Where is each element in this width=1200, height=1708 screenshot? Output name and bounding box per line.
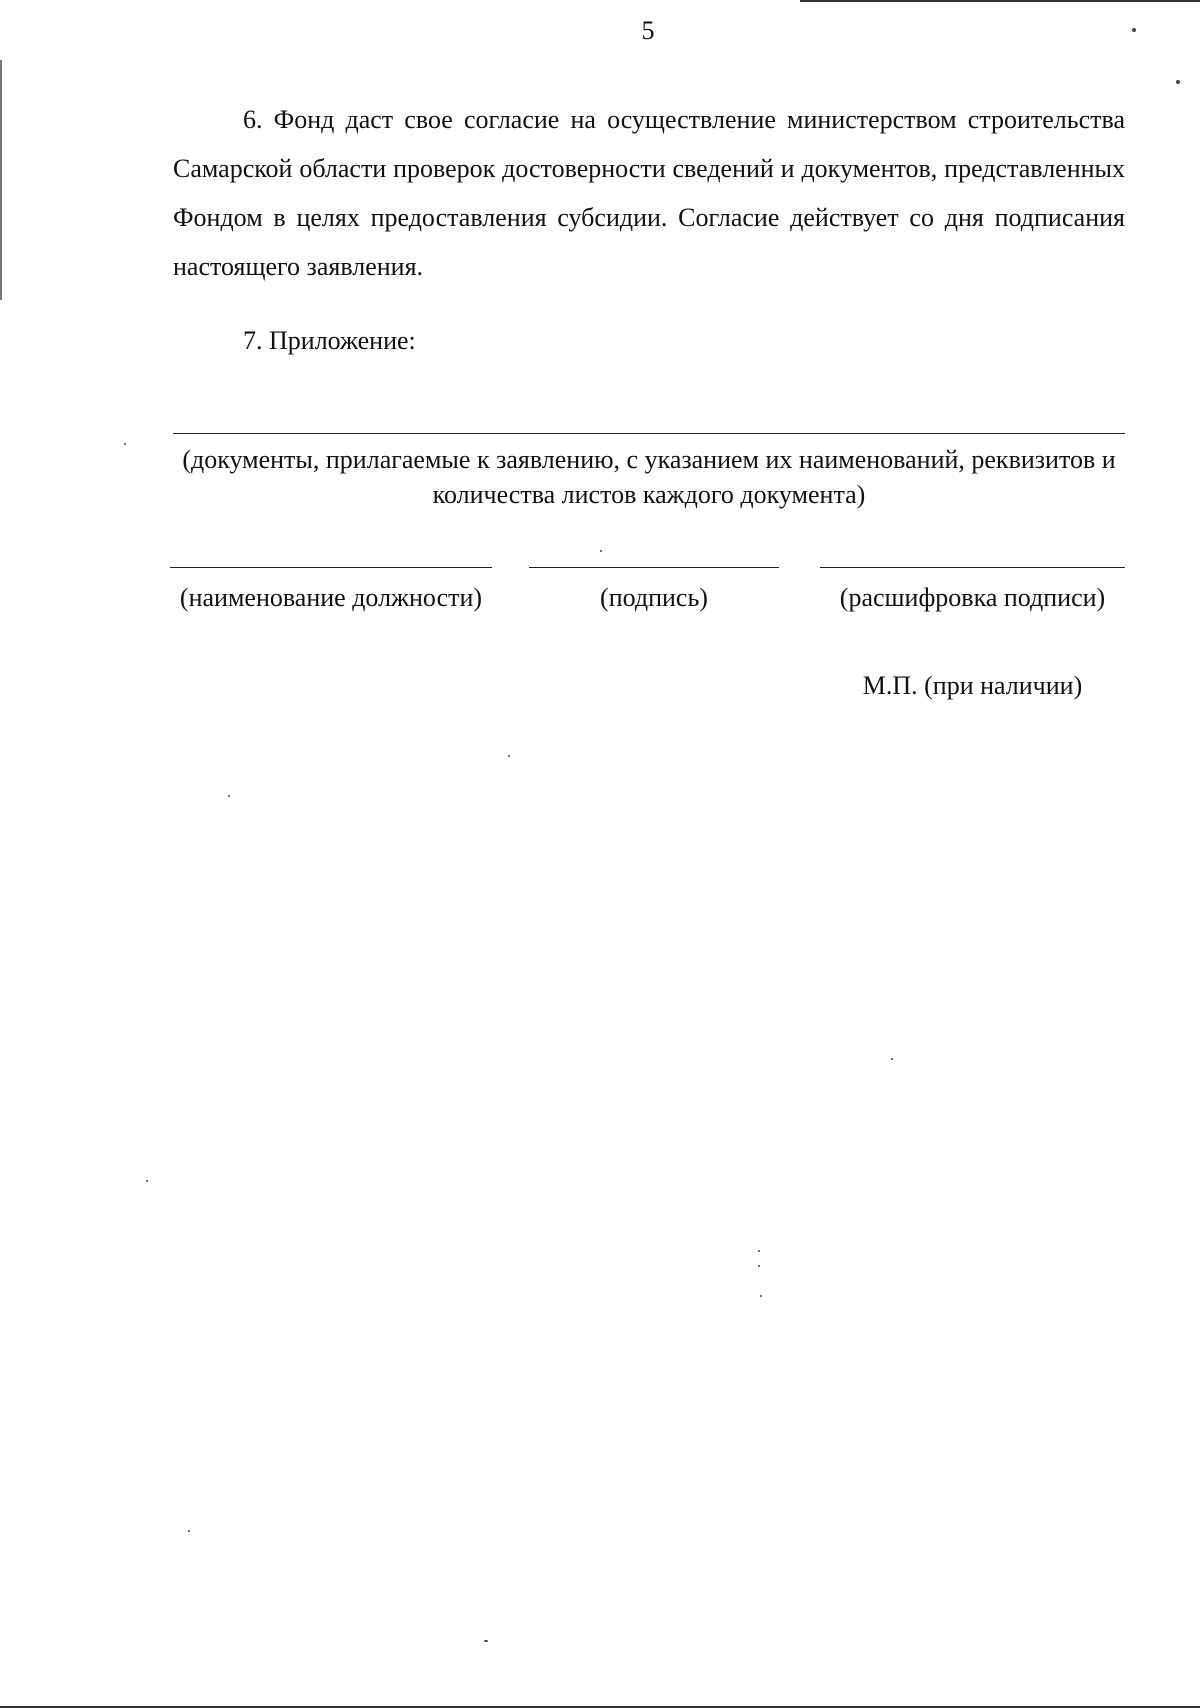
scan-speck xyxy=(484,1640,488,1642)
signature-decode-caption: (расшифровка подписи) xyxy=(839,583,1106,612)
scan-speck xyxy=(758,1265,760,1267)
position-fill-line xyxy=(170,567,492,568)
scan-speck xyxy=(758,1250,760,1252)
position-caption: (наименование должности) xyxy=(179,583,483,612)
signature-fill-line xyxy=(529,567,779,568)
scan-speck xyxy=(891,1058,893,1060)
scan-speck xyxy=(1176,80,1180,84)
signature-caption: (подпись) xyxy=(600,583,708,612)
attachment-fill-line xyxy=(173,433,1125,434)
attachment-caption: (документы, прилагаемые к заявлению, с указанием их наименований, реквизитов и количества листов каждого документа) xyxy=(182,445,1116,509)
scan-speck xyxy=(600,550,602,552)
scan-speck xyxy=(146,1180,148,1182)
scan-speck xyxy=(508,755,510,757)
consent-paragraph: 6. Фонд даст свое согласие на осуществление министерством строительства Самарской области проверок достоверности сведений и документов, представленных Фондом в целях предоставления субсидии. Согласие действует со дня подписания настоящего заявления. xyxy=(173,105,1125,281)
scan-edge-top xyxy=(800,0,1200,2)
stamp-note: М.П. (при наличии) xyxy=(862,671,1083,700)
scan-speck xyxy=(1132,28,1136,32)
scan-speck xyxy=(188,1530,190,1532)
scan-speck xyxy=(228,795,230,797)
signature-decode-fill-line xyxy=(820,567,1125,568)
scan-speck xyxy=(760,1295,762,1297)
attachment-heading: 7. Приложение: xyxy=(243,326,416,355)
page-number: 5 xyxy=(641,16,655,45)
scan-speck xyxy=(124,443,126,445)
scan-edge-left xyxy=(0,60,2,300)
